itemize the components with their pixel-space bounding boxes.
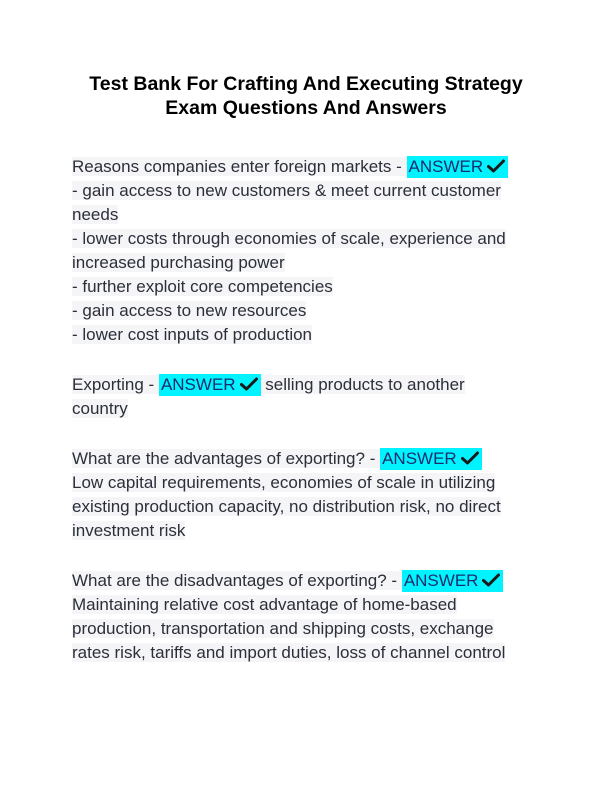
- qa-block-4: [72, 569, 542, 665]
- title-line-1: Test Bank For Crafting And Executing Strategy: [89, 73, 523, 95]
- answer-line: [72, 323, 542, 347]
- answer-line: [72, 251, 542, 275]
- answer-line: [72, 275, 542, 299]
- answer-badge: [159, 374, 261, 396]
- question-text: Exporting -: [72, 375, 159, 394]
- answer-text: investment risk: [72, 521, 186, 540]
- answer-text: - lower cost inputs of production: [72, 325, 313, 344]
- answer-label: ANSWER: [408, 157, 484, 176]
- spacer: [72, 543, 542, 569]
- answer-text: country: [72, 399, 128, 418]
- checkmark-icon: [461, 451, 479, 465]
- answer-text: Low capital requirements, economies of scale in utilizing: [72, 473, 496, 492]
- answer-text: - further exploit core competencies: [72, 277, 333, 296]
- answer-badge: [402, 570, 504, 592]
- answer-line: [72, 227, 542, 251]
- answer-line: [72, 203, 542, 227]
- qa-block-1: [72, 155, 542, 347]
- answer-text: production, transportation and shipping costs, exchange: [72, 619, 494, 638]
- answer-label: ANSWER: [160, 375, 236, 394]
- qa-block-2: [72, 373, 542, 421]
- answer-line: [72, 641, 542, 665]
- spacer: [72, 421, 542, 447]
- answer-text: increased purchasing power: [72, 253, 285, 272]
- answer-label: ANSWER: [382, 449, 457, 468]
- answer-line: [72, 519, 542, 543]
- inline-answer-text: selling products to another: [260, 375, 465, 394]
- answer-line: [72, 299, 542, 323]
- answer-badge: [380, 448, 482, 470]
- answer-line: [72, 397, 542, 421]
- question-line: [72, 569, 542, 593]
- answer-text: - lower costs through economies of scale, experience and: [72, 229, 506, 248]
- answer-line: [72, 495, 542, 519]
- checkmark-icon: [240, 377, 258, 391]
- answer-text: existing production capacity, no distribution risk, no direct: [72, 497, 501, 516]
- checkmark-icon: [482, 573, 500, 587]
- answer-text: rates risk, tariffs and import duties, loss of channel control: [72, 643, 506, 662]
- question-line: [72, 447, 542, 471]
- document-title: [40, 72, 572, 120]
- answer-line: [72, 617, 542, 641]
- spacer: [72, 347, 542, 373]
- answer-text: - gain access to new customers & meet current customer: [72, 181, 501, 200]
- question-line: [72, 155, 542, 179]
- document-body: [72, 155, 542, 665]
- answer-line: [72, 471, 542, 495]
- qa-block-3: [72, 447, 542, 543]
- checkmark-icon: [487, 159, 505, 173]
- answer-text: - gain access to new resources: [72, 301, 307, 320]
- title-line-2: Exam Questions And Answers: [165, 97, 447, 119]
- answer-label: ANSWER: [403, 571, 479, 590]
- answer-text: Maintaining relative cost advantage of home-based: [72, 595, 457, 614]
- answer-text: needs: [72, 205, 119, 224]
- question-text: What are the disadvantages of exporting? -: [72, 571, 402, 590]
- answer-line: [72, 179, 542, 203]
- question-line: [72, 373, 542, 397]
- answer-badge: [407, 156, 509, 178]
- question-text: What are the advantages of exporting? -: [72, 449, 381, 468]
- question-text: Reasons companies enter foreign markets -: [72, 157, 407, 176]
- answer-line: [72, 593, 542, 617]
